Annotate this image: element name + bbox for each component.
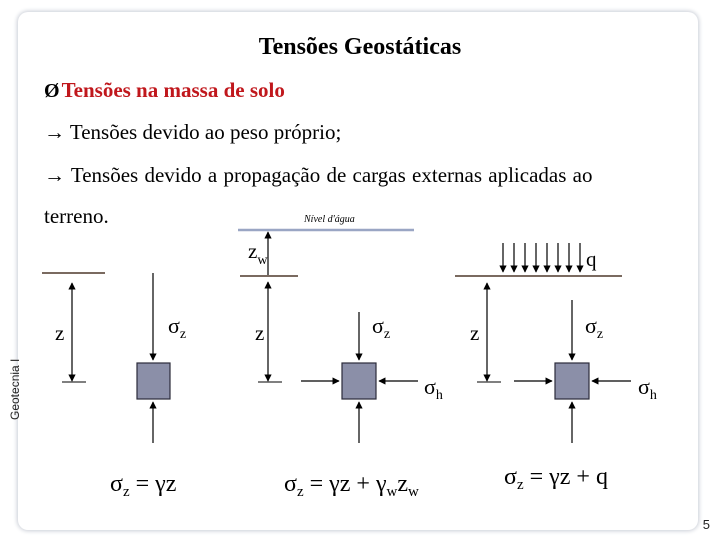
case-surface-load (455, 243, 657, 493)
sigma-h-label-2: $\sigma_h$ (424, 374, 443, 403)
formula-water-table: $\sigma_z = \gamma z + \gamma_wz_w$ (284, 471, 419, 500)
case-water-table (238, 214, 443, 500)
formula-own-weight: $\sigma_z = \gamma z$ (110, 471, 177, 500)
case-own-weight (42, 273, 186, 500)
soil-element-3 (555, 363, 589, 399)
page-number: 5 (702, 517, 710, 532)
bullet-line-own-weight: → Tensões devido ao peso próprio; (44, 120, 342, 144)
sidebar-course-label: Geotecnia I (8, 358, 22, 420)
sigma-h-label-3: $\sigma_h$ (638, 374, 657, 403)
bullet-line-external-loads: → Tensões devido a propagação de cargas externas aplicadas ao (44, 163, 593, 187)
formula-surface-load: $\sigma_z = \gamma z + q$ (504, 464, 608, 493)
soil-element-1 (137, 363, 170, 399)
slide-title: Tensões Geostáticas (258, 34, 462, 60)
depth-label-2: z (255, 321, 265, 345)
bullet-arrow-icon: Ø (44, 80, 60, 102)
surface-load-arrows (503, 243, 580, 272)
sigma-z-label-1: $\sigma_z$ (168, 313, 187, 342)
surface-load-label: q (586, 247, 597, 271)
depth-label-3: z (470, 321, 480, 345)
water-depth-label: $z_w$ (248, 239, 268, 268)
sigma-z-label-3: $\sigma_z$ (585, 313, 604, 342)
bullet-line-continuation: terreno. (44, 204, 109, 228)
water-level-label: Nível d'água (304, 214, 355, 225)
sigma-z-label-2: $\sigma_z$ (372, 313, 391, 342)
soil-element-2 (342, 363, 376, 399)
depth-label-1: z (55, 321, 65, 345)
section-heading-text: Tensões na massa de solo (61, 78, 285, 102)
